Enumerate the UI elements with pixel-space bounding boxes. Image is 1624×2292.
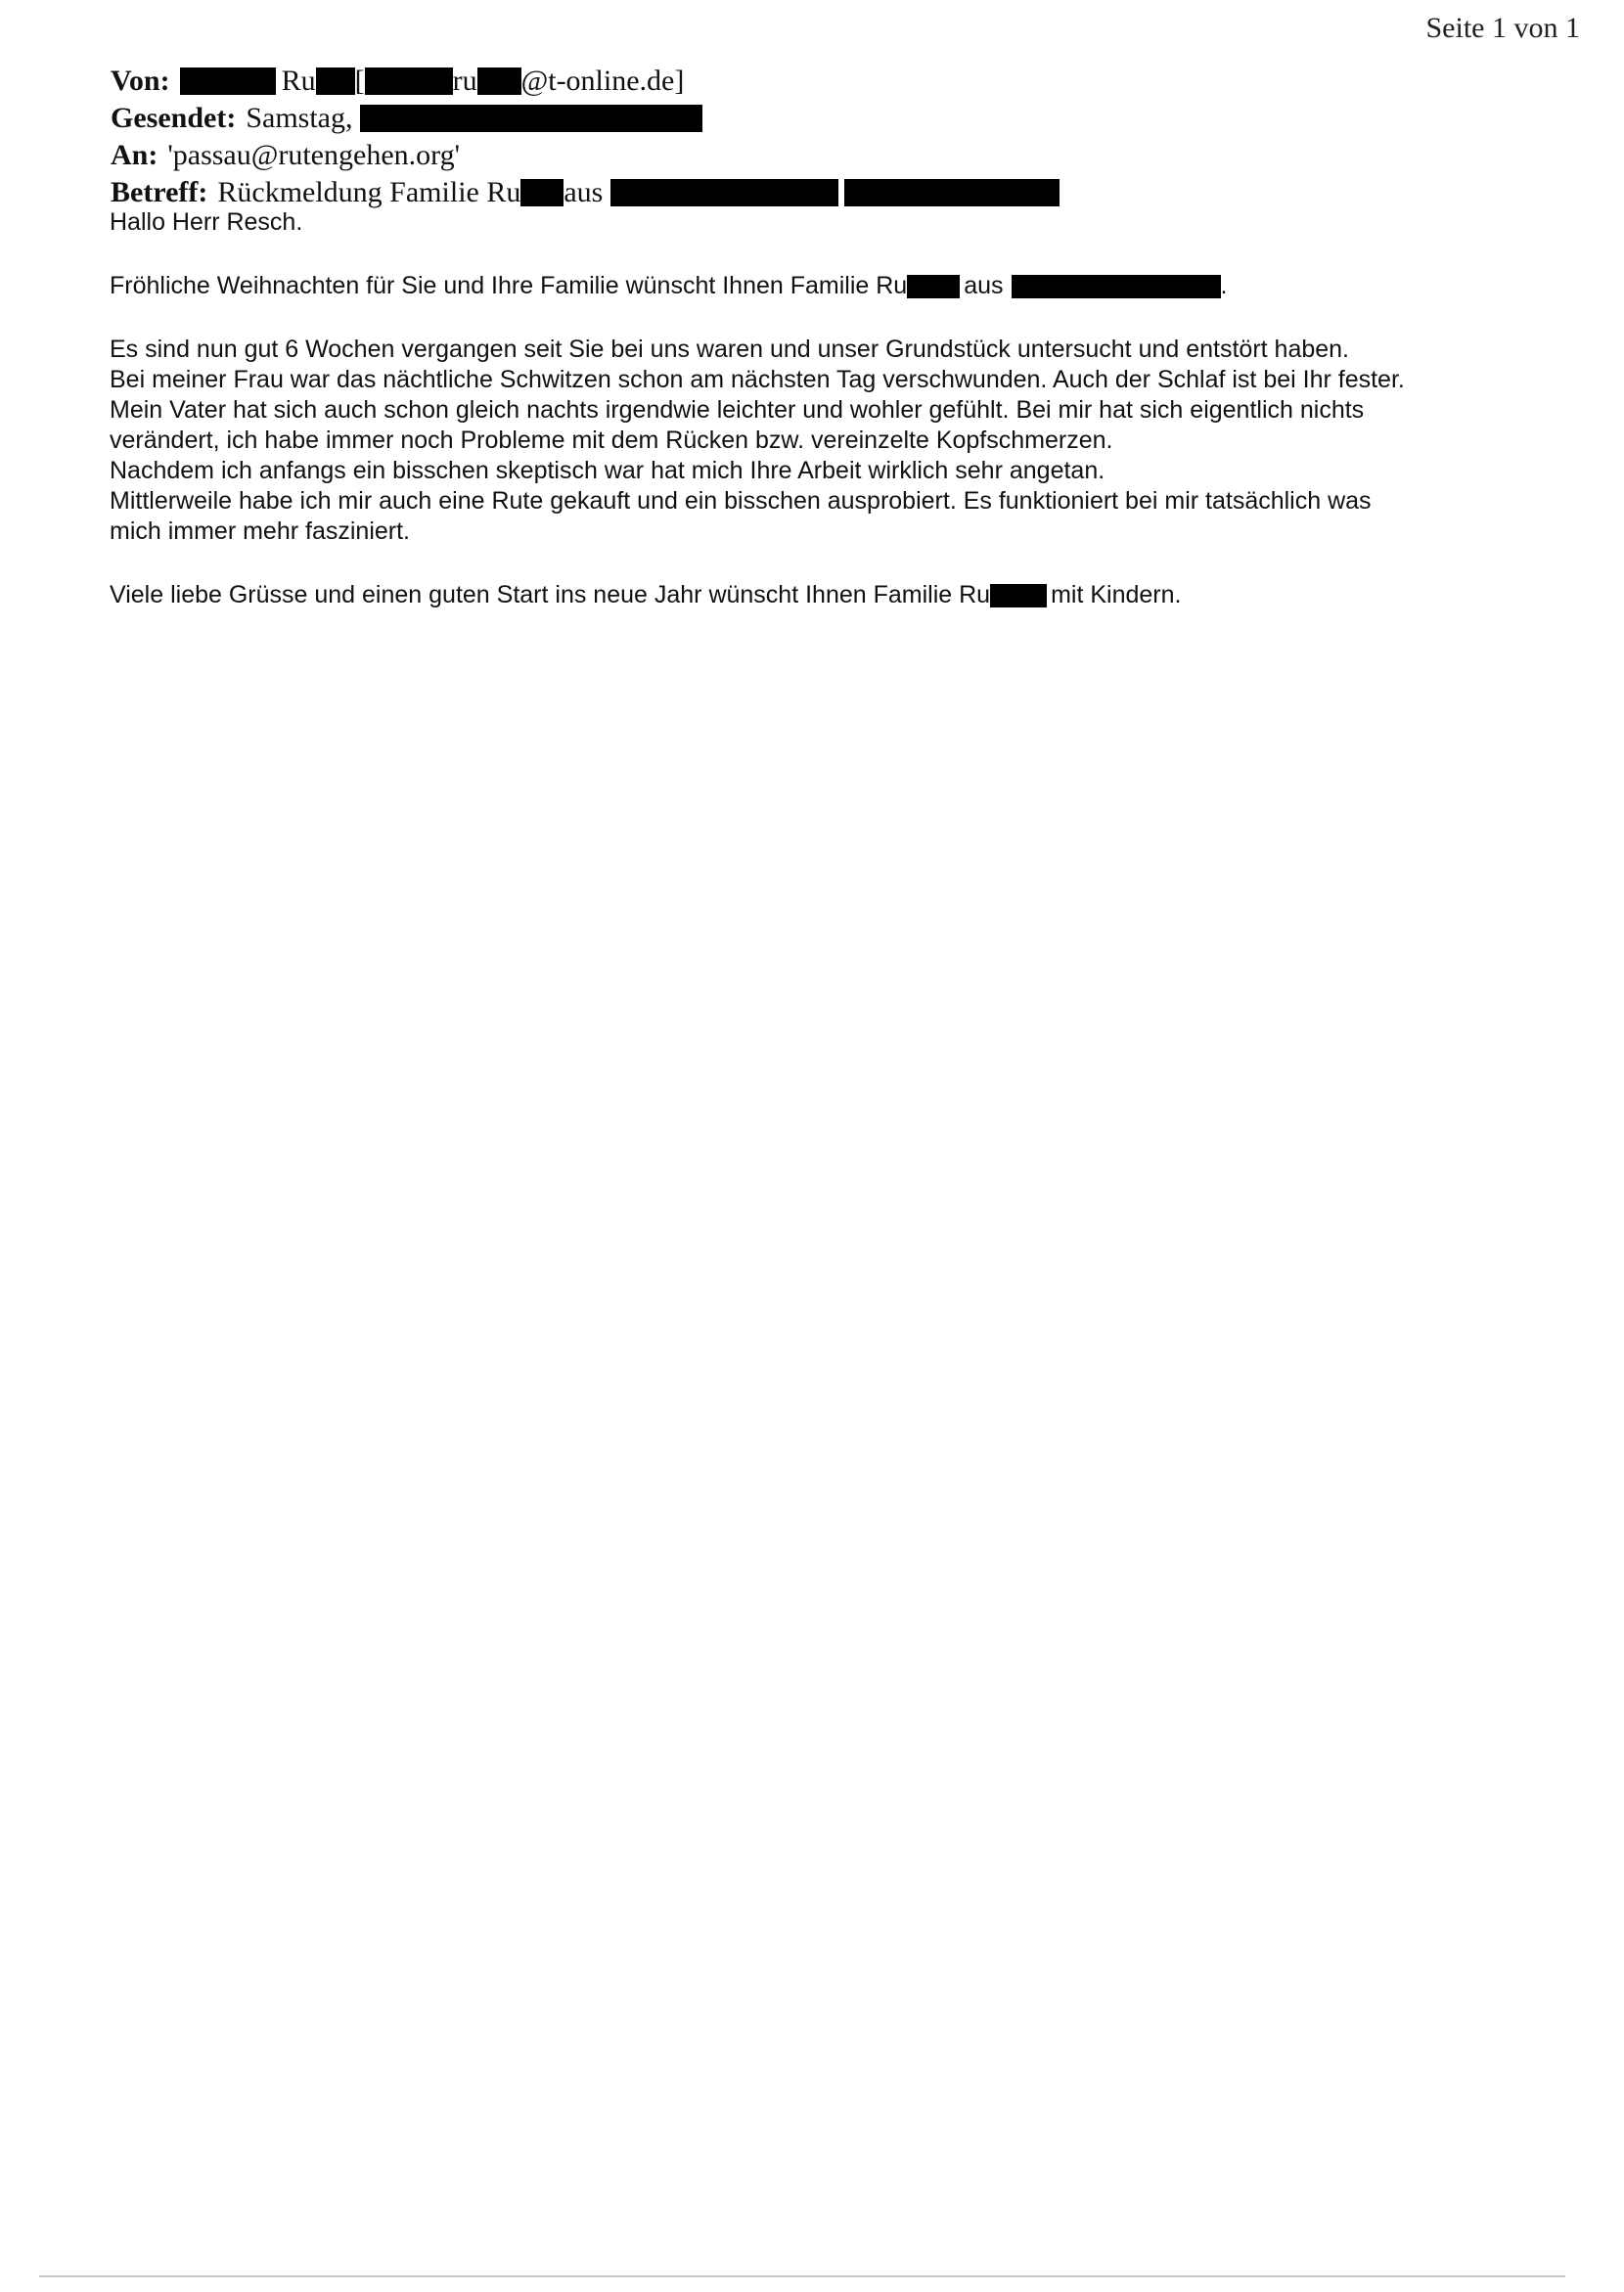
from-label: Von: [111, 65, 170, 97]
to-line [111, 137, 1060, 174]
from-line [111, 63, 1060, 100]
greeting: Hallo Herr Resch. [110, 208, 303, 236]
closing-text: Viele liebe Grüsse und einen guten Start ins neue Jahr wünscht Ihnen Familie Ru [110, 581, 991, 608]
subject-aus: aus [564, 176, 604, 208]
body-line: Es sind nun gut 6 Wochen vergangen seit Sie bei uns waren und unser Grundstück untersucht und entstört haben. [110, 336, 1350, 363]
body-line: mich immer mehr fasziniert. [110, 517, 410, 545]
to-value: 'passau@rutengehen.org' [167, 139, 460, 171]
wish-text: Fröhliche Weihnachten für Sie und Ihre Familie wünscht Ihnen Familie Ru [110, 272, 908, 299]
email-body [110, 207, 1577, 610]
redaction-bar [844, 179, 1060, 206]
sent-label: Gesendet: [111, 102, 237, 134]
redaction-bar [520, 179, 564, 206]
body-line: Mein Vater hat sich auch schon gleich nachts irgendwie leichter und wohler gefühlt. Bei mir hat sich eigentlich nichts [110, 396, 1365, 424]
wish-line [110, 271, 1577, 301]
body-line: Bei meiner Frau war das nächtliche Schwitzen schon am nächsten Tag verschwunden. Auch der Schlaf ist bei Ihr fester. [110, 366, 1405, 393]
from-email-fragment: ru [452, 65, 477, 97]
body-line: Nachdem ich anfangs ein bisschen skeptisch war hat mich Ihre Arbeit wirklich sehr angetan. [110, 457, 1105, 484]
redaction-bar [907, 275, 960, 298]
email-header [111, 63, 1060, 211]
subject-line [111, 174, 1060, 211]
redaction-bar [360, 105, 702, 132]
page-number: Seite 1 von 1 [1425, 12, 1580, 44]
subject-fragment: Rückmeldung Familie Ru [217, 176, 521, 208]
wish-period: . [1220, 272, 1228, 299]
sent-line [111, 100, 1060, 137]
from-bracket: [ [354, 65, 365, 97]
redaction-bar [180, 67, 276, 95]
from-name-fragment: Ru [281, 65, 316, 97]
body-line: Mittlerweile habe ich mir auch eine Rute gekauft und ein bisschen ausprobiert. Es funktioniert bei mir tatsächlich was [110, 487, 1372, 515]
redaction-bar [990, 584, 1047, 607]
to-label: An: [111, 139, 158, 171]
closing-line [110, 580, 1577, 610]
redaction-bar [316, 67, 355, 95]
redaction-bar [1012, 275, 1221, 298]
scan-artifact-line [39, 2275, 1565, 2277]
redaction-bar [477, 67, 521, 95]
sent-value: Samstag, [246, 102, 353, 134]
body-line: verändert, ich habe immer noch Probleme mit dem Rücken bzw. vereinzelte Kopfschmerzen. [110, 427, 1113, 454]
subject-label: Betreff: [111, 176, 208, 208]
redaction-bar [365, 67, 453, 95]
wish-aus: aus [964, 272, 1004, 299]
closing-end: mit Kindern. [1051, 581, 1182, 608]
from-email-domain: @t-online.de] [520, 65, 685, 97]
redaction-bar [610, 179, 838, 206]
